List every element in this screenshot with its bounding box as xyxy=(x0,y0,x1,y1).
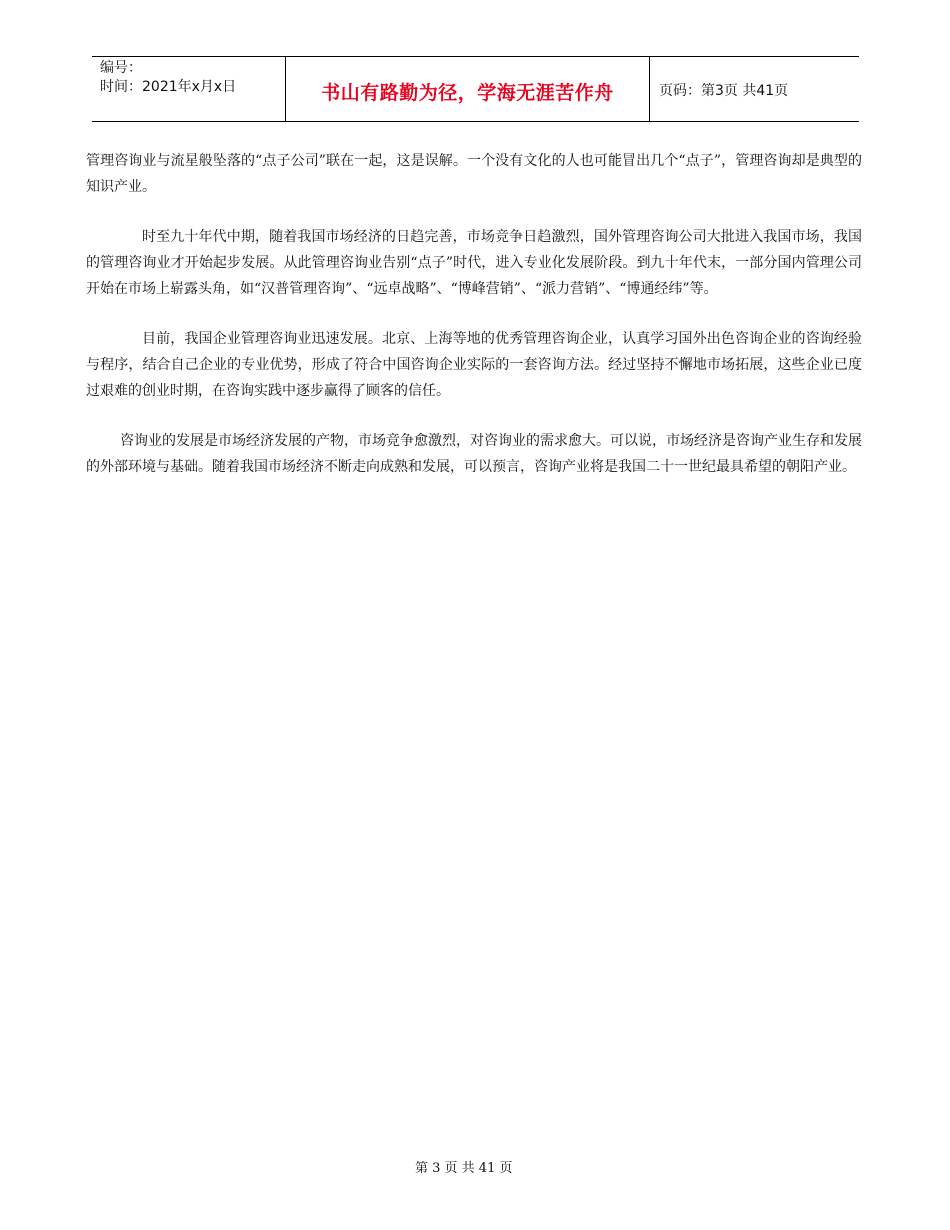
paragraph-2: 时至九十年代中期，随着我国市场经济的日趋完善，市场竞争日趋激烈，国外管理咨询公司大批进入我国市场，我国的管理咨询业才开始起步发展。从此管理咨询业告别“点子”时代，进入专业化发展阶段。到九十年代末，一部分国内管理公司开始在市场上崭露头角，如“汉普管理咨询”、“远卓战略”、“博峰营销”、“派力营销”、“博通经纬”等。 xyxy=(86,229,862,297)
page-footer xyxy=(0,1157,950,1176)
motto-text: 书山有路勤为径，学海无涯苦作舟 xyxy=(321,81,614,104)
header-meta-cell xyxy=(92,57,286,121)
document-number-label: 编号： xyxy=(100,60,142,76)
header-page-cell xyxy=(650,57,859,121)
header-page-code: 页码：第3页 共41页 xyxy=(659,83,789,99)
paragraph-1: 管理咨询业与流星般坠落的“点子公司”联在一起，这是误解。一个没有文化的人也可能冒出几个“点子”，管理咨询却是典型的知识产业。 xyxy=(86,153,862,195)
document-body xyxy=(86,148,862,504)
header-motto-cell xyxy=(286,57,650,121)
footer-page-number: 第 3 页 共 41 页 xyxy=(415,1161,513,1176)
paragraph-4: 咨询业的发展是市场经济发展的产物，市场竞争愈激烈，对咨询业的需求愈大。可以说，市场经济是咨询产业生存和发展的外部环境与基础。随着我国市场经济不断走向成熟和发展，可以预言，咨询产业将是我国二十一世纪最具希望的朝阳产业。 xyxy=(86,433,862,475)
page-header xyxy=(92,56,859,122)
paragraph-3: 目前，我国企业管理咨询业迅速发展。北京、上海等地的优秀管理咨询企业，认真学习国外出色咨询企业的咨询经验与程序，结合自己企业的专业优势，形成了符合中国咨询企业实际的一套咨询方法。经过坚持不懈地市场拓展，这些企业已度过艰难的创业时期，在咨询实践中逐步赢得了顾客的信任。 xyxy=(86,331,862,399)
document-date: 时间：2021年x月x日 xyxy=(100,79,237,95)
